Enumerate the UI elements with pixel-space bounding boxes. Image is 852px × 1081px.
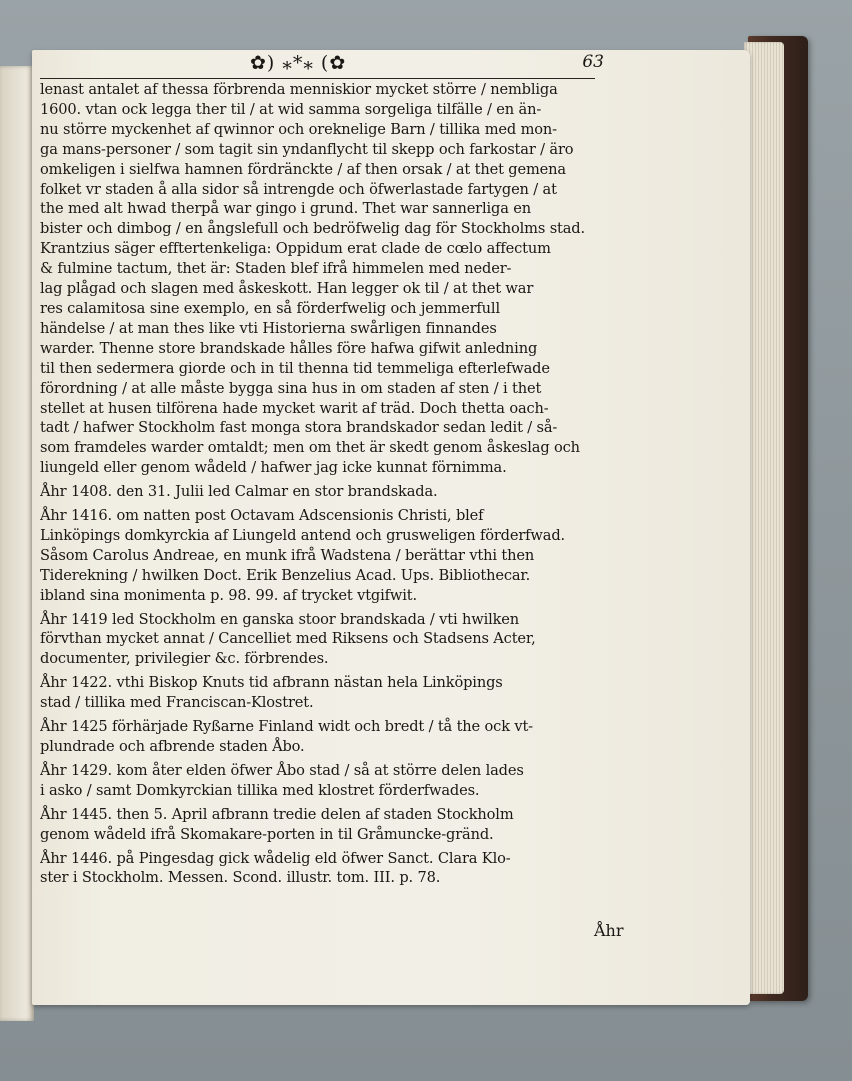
header-rule (40, 78, 595, 79)
text-line: lenast antalet af thessa förbrenda menniskior mycket större / nembliga (40, 81, 558, 98)
paragraph (40, 482, 595, 502)
text-line: lag plågad och slagen med åskeskott. Han legger ok til / at thet war (40, 280, 534, 298)
text-line: bister och dimbog / en ångslefull och bedröfwelig dag för Stockholms stad. (40, 220, 585, 238)
text-line: til then sedermera giorde och in til thenna tid temmeliga efterlefwade (40, 359, 550, 377)
text-line: plundrade och afbrende staden Åbo. (40, 738, 305, 755)
paragraph (40, 805, 595, 845)
paragraph (40, 80, 595, 478)
text-line: genom wådeld ifrå Skomakare-porten in til Gråmuncke-gränd. (40, 825, 494, 843)
text-line: ga mans-personer / som tagit sin yndanflycht til skepp och farkostar / äro (40, 140, 574, 158)
text-line: res calamitosa sine exemplo, en så förderfwelig och jemmerfull (40, 299, 500, 317)
running-header (40, 52, 604, 78)
text-line: Krantzius säger efftertenkeliga: Oppidum erat clade de cœlo affectum (40, 240, 551, 258)
paragraph (40, 673, 595, 713)
text-line: Åhr 1422. vthi Biskop Knuts tid afbrann nästan hela Linköpings (40, 674, 503, 692)
paragraph (40, 761, 595, 801)
text-line: Tiderekning / hwilken Doct. Erik Benzelius Acad. Ups. Bibliothecar. (40, 566, 531, 584)
text-line: Åhr 1416. om natten post Octavam Adscensionis Christi, blef (40, 507, 484, 525)
left-page-edge (0, 66, 34, 1021)
text-line: folket vr staden å alla sidor så intrengde och öfwerlastade fartygen / at (40, 180, 557, 198)
page-number: 63 (582, 52, 604, 72)
text-line: the med alt hwad therpå war gingo i grund. Thet war sannerliga en (40, 200, 532, 218)
text-line: Åhr 1429. kom åter elden öfwer Åbo stad / så at större delen lades (40, 761, 524, 779)
text-line: förordning / at alle måste bygga sina hus in om staden af sten / i thet (40, 379, 542, 397)
text-line: Åhr 1419 led Stockholm en ganska stoor brandskada / vti hwilken (40, 610, 520, 628)
text-line: documenter, privilegier &c. förbrendes. (40, 650, 329, 668)
text-line: händelse / at man thes like vti Historierna swårligen finnandes (40, 319, 497, 337)
page-stack-edges (744, 42, 784, 994)
body-text (40, 80, 595, 888)
paragraph (40, 610, 595, 670)
text-line: liungeld eller genom wådeld / hafwer jag icke kunnat förnimma. (40, 459, 507, 477)
catchword: Åhr (594, 921, 624, 940)
paragraph (40, 717, 595, 757)
text-line: Åhr 1446. på Pingesdag gick wådelig eld öfwer Sanct. Clara Klo- (40, 849, 511, 867)
header-ornament: ✿) ⁎*⁎ (✿ (250, 52, 347, 74)
paragraph (40, 506, 595, 606)
text-line: & fulmine tactum, thet är: Staden blef ifrå himmelen med neder- (40, 260, 512, 278)
text-line: förvthan mycket annat / Cancelliet med Riksens och Stadsens Acter, (40, 630, 536, 648)
text-line: Åhr 1445. then 5. April afbrann tredie delen af staden Stockholm (40, 805, 514, 823)
text-line: ster i Stockholm. Messen. Scond. illustr. tom. III. p. 78. (40, 869, 441, 887)
text-line: Åhr 1425 förhärjade Ryßarne Finland widt och bredt / tå the ock vt- (40, 718, 533, 736)
text-line: Linköpings domkyrckia af Liungeld antend och gruswеligen förderfwad. (40, 526, 566, 544)
text-line: nu större myckenhet af qwinnor och oreknelige Barn / tillika med mon- (40, 120, 557, 138)
text-line: omkeligen i sielfwa hamnen fördränckte / af then orsak / at thet gemena (40, 160, 566, 178)
text-line: stellet at husen tilförena hade mycket warit af träd. Doch thetta oach- (40, 399, 549, 417)
text-line: tadt / hafwer Stockholm fast monga stora brandskador sedan ledit / så- (40, 419, 558, 437)
text-line: 1600. vtan ock legga ther til / at wid samma sorgeliga tilfälle / en än- (40, 100, 542, 118)
text-line: som framdeles warder omtaldt; men om thet är skedt genom åskeslag och (40, 439, 580, 457)
text-line: warder. Thenne store brandskade hålles före hafwa gifwit anledning (40, 339, 538, 357)
text-line: stad / tillika med Franciscan-Klostret. (40, 694, 314, 712)
text-line: ibland sina monimenta p. 98. 99. af trycket vtgifwit. (40, 586, 417, 604)
text-line: i asko / samt Domkyrckian tillika med klostret förderfwades. (40, 781, 480, 799)
text-line: Såsom Carolus Andreae, en munk ifrå Wadstena / berättar vthi then (40, 546, 535, 564)
text-line: Åhr 1408. den 31. Julii led Calmar en stor brandskada. (40, 483, 438, 501)
paragraph (40, 849, 595, 889)
